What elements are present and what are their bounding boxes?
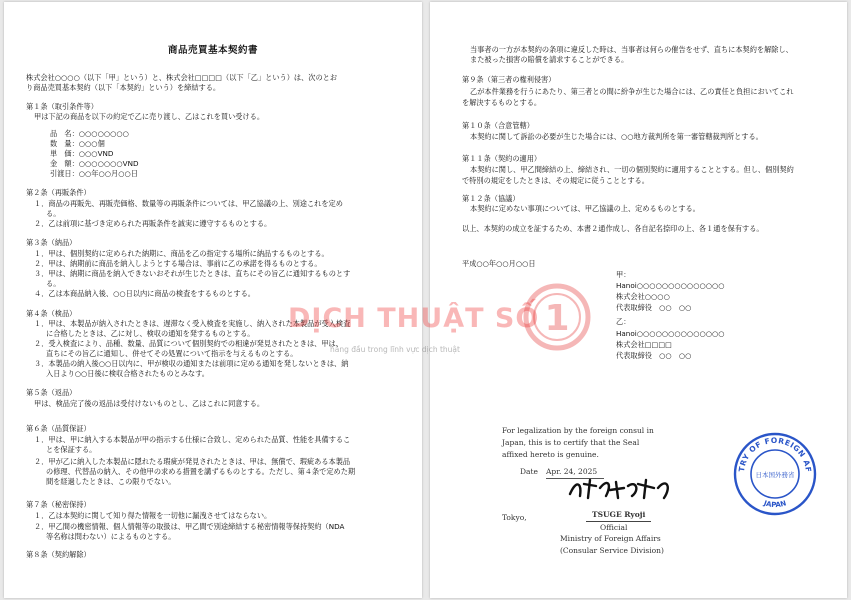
article-text: １．甲は、個別契約に定められた納期に、商品を乙の指定する場所に納品するものとする。 (34, 249, 329, 258)
ministry-name: Ministry of Foreign Affairs (560, 534, 661, 543)
legalization-place: Tokyo, (502, 513, 527, 522)
party-a-representative: 代表取締役 ○○ ○○ (616, 303, 692, 312)
svg-text:MINISTRY OF FOREIGN AFFAIRS (733, 432, 813, 473)
article-text: ３．本製品の納入後○○日以内に、甲が検収の通知または前項に定める通知を発しないときは、納 (34, 359, 349, 368)
article-text: 入日より○○日後に検収合格されたものとみなす。 (46, 369, 209, 378)
article-text: とを保証する。 (46, 445, 97, 454)
article-text: 等名称は問わない）によるものとする。 (46, 532, 176, 541)
article-heading: 第８条（契約解除） (26, 550, 91, 559)
article-text: の修理、代替品の納入、その他甲の求める措置を講ずるものとする。ただし、第４条で定めた期 (46, 467, 356, 476)
article-heading: 第１０条（合意管轄） (462, 121, 534, 130)
article-text: ２．甲が乙に納入した本製品に隠れたる瑕疵が発見されたときは、甲は、無償で、瑕疵ある本製品 (34, 457, 351, 466)
party-a-label: 甲： (616, 270, 631, 279)
article-text: また被った損害の賠償を請求することができる。 (470, 55, 629, 64)
legalization-line: Japan, this is to certify that the Seal (502, 438, 640, 447)
article-heading: 第２条（再販条件） (26, 188, 91, 197)
article-text: 本契約に関して訴訟の必要が生じた場合には、○○地方裁判所を第一審管轄裁判所とする。 (470, 132, 763, 141)
watermark-logo-drawing (522, 282, 592, 352)
seal-center-text: 日本国外務省 (755, 471, 795, 479)
item-line: 数 量：○○○個 (50, 139, 105, 148)
document-title: 商品売買基本契約書 (167, 45, 258, 56)
article-text: １．乙は本契約に関して知り得た情報を一切他に漏洩させてはならない。 (34, 511, 272, 520)
item-line: 単 価：○○○VND (50, 149, 114, 158)
article-heading: 第３条（納品） (26, 238, 77, 247)
article-text: 甲は下記の商品を以下の約定で乙に売り渡し、乙はこれを買い受ける。 (34, 112, 265, 121)
article-text: ２．受入検査により、品種、数量、品質について個別契約での相違が発見されたときは、甲は、 (34, 339, 343, 348)
ministry-seal (733, 432, 817, 516)
article-text: １．甲は、甲に納入する本製品が甲の指示する仕様に合致し、定められた品質、性能を具備するこ (34, 435, 351, 444)
watermark-logo (522, 282, 592, 352)
article-heading: 第６条（品質保証） (26, 424, 91, 433)
handwritten-signature (566, 476, 686, 506)
article-text: で特別の規定をしたときは、その規定に従うこととする。 (462, 176, 649, 185)
article-heading: 第９条（第三者の権利侵害） (462, 75, 556, 84)
watermark-subtext: hàng đầu trong lĩnh vực dịch thuật (330, 345, 460, 354)
article-text: １．甲は、本製品が納入されたときは、遅滞なく受入検査を実施し、納入された本製品が受入検査 (34, 319, 351, 328)
article-heading: 第１条（取引条件等） (26, 102, 98, 111)
article-text: ２．甲乙間の機密情報、個人情報等の取扱は、甲乙間で別途締結する秘密情報等保持契約（NDA (34, 522, 345, 531)
item-line: 金 額：○○○○○○○VND (50, 159, 139, 168)
article-text: を解決するものとする。 (462, 98, 542, 107)
contract-date: 平成○○年○○月○○日 (462, 259, 536, 268)
article-text: 本契約に定めない事項については、甲乙協議の上、定めるものとする。 (470, 204, 700, 213)
party-a-address: Hanoi○○○○○○○○○○○○○○ (616, 281, 725, 290)
article-text: ２．乙は前項に基づき定められた再販条件を誠実に遵守するものとする。 (34, 219, 272, 228)
party-b-representative: 代表取締役 ○○ ○○ (616, 351, 692, 360)
legalization-line: For legalization by the foreign consul in (502, 426, 654, 435)
article-heading: 第７条（秘密保持） (26, 500, 91, 509)
article-text: １．商品の再販先、再販売価格、数量等の再販条件については、甲乙協議の上、別途これを定め (34, 199, 343, 208)
article-text: 当事者の一方が本契約の条項に違反した時は、当事者は何らの催告をせず、直ちに本契約を解除し、 (470, 45, 793, 54)
document-page-1 (4, 2, 422, 598)
legalization-date-label: Date (520, 467, 538, 476)
official-title: Official (600, 523, 628, 532)
seal-text: TRY OF FOREIGN AF (737, 435, 814, 474)
article-heading: 第４条（検品） (26, 309, 77, 318)
party-b-label: 乙： (616, 317, 631, 326)
seal-bottom-text: JAPAN (762, 499, 788, 510)
intro-line: 株式会社○○○○（以下「甲」という）と、株式会社□□□□（以下「乙」という）は、次のとお (26, 73, 338, 82)
party-a-company: 株式会社○○○○ (616, 292, 670, 301)
article-heading: 第１１条（契約の適用） (462, 154, 542, 163)
article-heading: 第５条（返品） (26, 388, 77, 397)
legalization-date: Apr. 24, 2025 (546, 466, 604, 479)
item-line: 品 名：○○○○○○○○ (50, 129, 129, 138)
signature-drawing (566, 476, 686, 502)
article-text: 乙が本件業務を行うにあたり、第三者との間に紛争が生じた場合には、乙の責任と負担においてこれ (470, 87, 794, 96)
item-line: 引渡日：○○年○○月○○日 (50, 169, 138, 178)
article-heading: 第１２条（協議） (462, 194, 520, 203)
article-text: る。 (46, 209, 61, 218)
article-text: 甲は、検品完了後の返品は受付けないものとし、乙はこれに同意する。 (34, 399, 265, 408)
watermark-logo-number: 1 (544, 298, 570, 339)
party-b-address: Hanoi○○○○○○○○○○○○○○ (616, 329, 725, 338)
article-text: 本契約に関し、甲乙間締結の上、締結され、一切の個別契約に適用することとする。但し、個別契約 (470, 165, 794, 174)
article-text: ４．乙は本商品納入後、○○日以内に商品の検査をするものとする。 (34, 289, 255, 298)
seal-drawing (733, 432, 817, 516)
svg-text:JAPAN (762, 499, 788, 509)
closing-text: 以上、本契約の成立を証するため、本書２通作成し、各自記名捺印の上、各１通を保有する。 (462, 224, 764, 233)
watermark-text: DỊCH THUẬT SỐ (288, 303, 540, 334)
official-name: TSUGE Ryoji (586, 509, 651, 522)
article-text: 直ちにその旨乙に通知し、併せてその処置について指示を与えるものとする。 (46, 349, 298, 358)
article-text: ３．甲は、納期に商品を納入できないおそれが生じたときは、直ちにその旨乙に通知するものとす (34, 269, 351, 278)
intro-line: り商品売買基本契約（以下「本契約」という）を締結する。 (26, 83, 221, 92)
article-text: 間を経過したときは、この限りでない。 (46, 477, 176, 486)
article-text: ２．甲は、納期前に商品を納入しようとする場合は、事前に乙の承諾を得るものとする。 (34, 259, 322, 268)
legalization-line: affixed hereto is genuine. (502, 450, 599, 459)
article-text: る。 (46, 279, 61, 288)
ministry-division: (Consular Service Division) (560, 546, 664, 555)
party-b-company: 株式会社□□□□ (616, 340, 672, 349)
article-text: に合格したときは、乙に対し、検収の通知を発するものとする。 (46, 329, 255, 338)
